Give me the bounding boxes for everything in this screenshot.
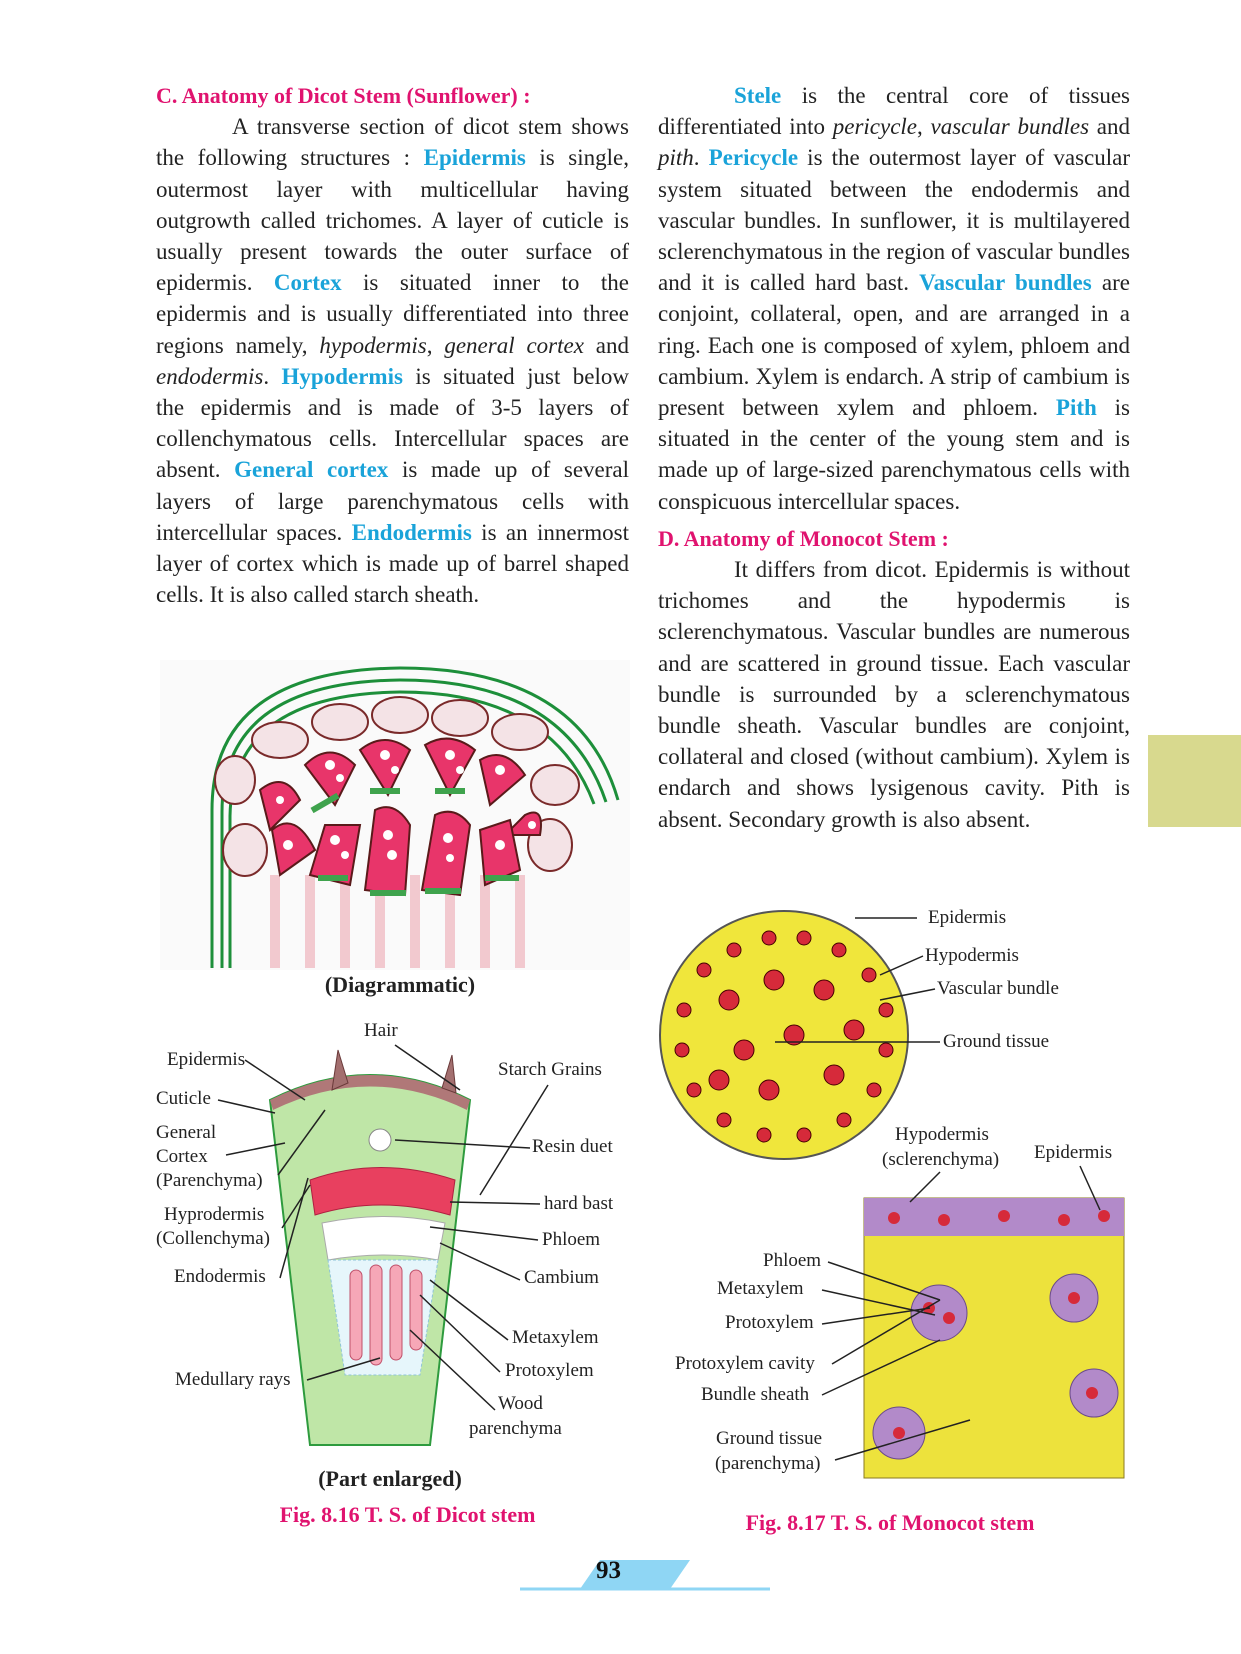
label-protoxylem-cavity: Protoxylem cavity [675,1353,815,1374]
label-vascular-bundle: Vascular bundle [937,978,1059,999]
left-column [156,80,629,610]
chapter-tab [1148,735,1241,827]
label-cortex: Cortex [156,1146,208,1167]
label-endodermis: Endodermis [174,1266,266,1287]
label-parenchyma: (Parenchyma) [156,1170,263,1191]
label-hypodermis-2: Hypodermis [895,1124,989,1145]
label-metaxylem: Metaxylem [512,1327,599,1348]
monocot-paragraph: It differs from dicot. Epidermis is without trichomes and the hypodermis is sclerenchymatous. Vascular bundles are numerous and are scattered in ground tissue. Each vascular bundle is surrounded by a sclerenchymatous bundle sheath. Vascular bundles are conjoint, collateral and closed (without cambium). Xylem is endarch and shows lysigenous cavity. Pith is absent. Secondary growth is also absent. [658,557,1130,832]
diagrammatic-caption: (Diagrammatic) [324,972,476,997]
label-general: General [156,1122,217,1143]
label-wood-parenchyma: parenchyma [469,1418,562,1439]
label-epidermis: Epidermis [167,1049,246,1070]
keyword-stele: Stele [734,83,782,108]
label-starch-grains: Starch Grains [498,1059,602,1080]
keyword-hypodermis: Hypodermis [281,363,403,389]
label-monocot-epidermis: Epidermis [928,907,1007,928]
keyword-pith: Pith [1055,395,1097,421]
label-cambium: Cambium [524,1267,599,1288]
page-number: 93 [596,1557,621,1584]
label-protoxylem-2: Protoxylem [725,1312,814,1333]
label-sclerenchyma: (sclerenchyma) [882,1149,1000,1170]
monocot-stem-enlarged [864,1198,1124,1478]
stele-paragraph: Stele is the central core of tissues differentiated into pericycle, vascular bundles and pith. Pericycle is the outermost layer of vascular system situated between the endodermis and vascular bundles. In sunflower, it is multilayered sclerenchymatous in the region of vascular bundles and it is called hard bast. Vascular bundles are conjoint, collateral, open, and are arranged in a ring. Each one is composed of xylem, phloem and cambium. Xylem is endarch. A strip of cambium is present between xylem and phloem. Pith is situated in the center of the young stem and is made up of large-sized parenchymatous cells with conspicuous intercellular spaces. [658,83,1131,514]
keyword-endodermis: Endodermis [351,519,472,545]
label-ground-tissue: Ground tissue [943,1031,1050,1052]
label-hair: Hair [364,1020,398,1041]
label-ground-tissue-2: Ground tissue [716,1428,823,1449]
dicot-stem-enlarged [270,1045,470,1445]
label-parenchyma-2: (parenchyma) [715,1453,821,1474]
part-enlarged-caption: (Part enlarged) [318,1466,462,1491]
label-phloem-2: Phloem [763,1250,822,1271]
label-medullary-rays: Medullary rays [175,1369,291,1390]
keyword-vascular-bundles: Vascular bundles [919,270,1092,296]
dicot-paragraph: A transverse section of dicot stem shows the following structures : Epidermis is single, outermost layer with multicellular having outgrowth called trichomes. A layer of cuticle is usually present towards the outer surface of epidermis. Cortex is situated inner to the epidermis and is usually differentiated into three regions namely, hypodermis, general cortex and endodermis. Hypodermis is situated just below the epidermis and is made of 3-5 layers of collenchymatous cells. Intercellular spaces are absent. General cortex is made up of several layers of large parenchymatous cells with intercellular spaces. Endodermis is an innermost layer of cortex which is made up of barrel shaped cells. It is also called starch sheath. [156,114,630,608]
label-protoxylem: Protoxylem [505,1360,594,1381]
label-monocot-hypodermis: Hypodermis [925,945,1019,966]
label-epidermis-2: Epidermis [1034,1142,1113,1163]
label-collenchyma: (Collenchyma) [156,1228,270,1249]
label-metaxylem-2: Metaxylem [717,1278,804,1299]
label-hard-bast: hard bast [544,1193,614,1214]
page-number-banner [520,1556,770,1596]
monocot-stem-ts [654,910,914,1160]
fig16-caption: Fig. 8.16 T. S. of Dicot stem [279,1502,536,1527]
keyword-general-cortex: General cortex [234,457,389,483]
label-hyprodermis: Hyprodermis [164,1204,265,1225]
dicot-stem-diagram [160,660,630,970]
section-heading-monocot: D. Anatomy of Monocot Stem : [658,525,949,551]
label-bundle-sheath: Bundle sheath [701,1384,810,1405]
fig17-caption: Fig. 8.17 T. S. of Monocot stem [745,1510,1035,1535]
label-wood: Wood [498,1393,543,1414]
keyword-cortex: Cortex [273,270,342,296]
keyword-pericycle: Pericycle [708,145,799,171]
right-column [658,80,1130,835]
keyword-epidermis: Epidermis [423,145,526,171]
label-resin-duct: Resin duet [532,1136,613,1157]
label-cuticle: Cuticle [156,1088,211,1109]
label-phloem: Phloem [542,1229,601,1250]
section-heading-dicot: C. Anatomy of Dicot Stem (Sunflower) : [156,83,531,108]
